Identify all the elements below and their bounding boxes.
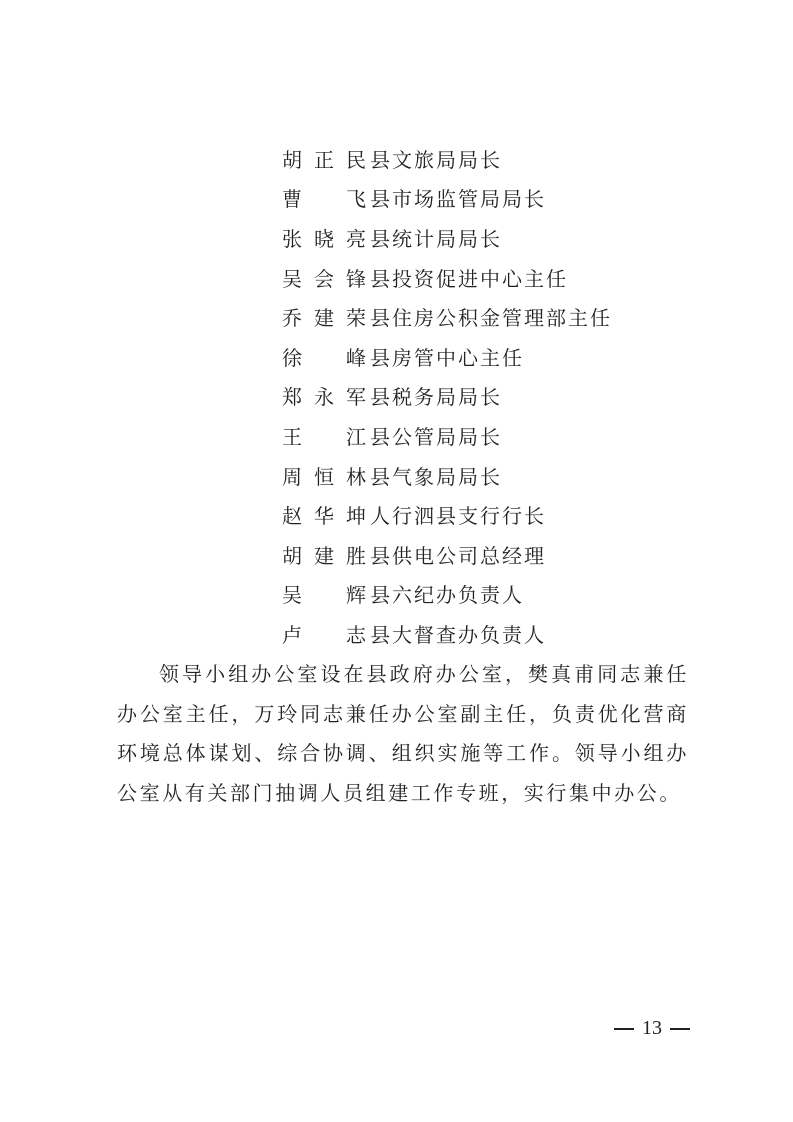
member-title: 人行泗县支行行长 <box>370 504 546 529</box>
member-name: 吴会锋 <box>282 266 366 291</box>
member-name: 胡正民 <box>282 147 366 172</box>
dash-right <box>670 1028 690 1030</box>
page-footer <box>614 1017 690 1040</box>
member-name: 张晓亮 <box>282 226 366 251</box>
member-name: 徐峰 <box>282 345 366 370</box>
member-title: 县统计局局长 <box>370 226 502 251</box>
member-list <box>282 140 742 655</box>
member-row <box>282 378 742 418</box>
member-row <box>282 298 742 338</box>
member-title: 县投资促进中心主任 <box>370 266 568 291</box>
member-row <box>282 259 742 299</box>
member-title: 县住房公积金管理部主任 <box>370 306 612 331</box>
member-name: 周恒林 <box>282 464 366 489</box>
member-name: 吴辉 <box>282 583 366 608</box>
member-name: 赵华坤 <box>282 504 366 529</box>
member-name: 王江 <box>282 424 366 449</box>
member-title: 县气象局局长 <box>370 464 502 489</box>
member-title: 县市场监管局局长 <box>370 187 546 212</box>
member-title: 县税务局局长 <box>370 385 502 410</box>
page-number: 13 <box>642 1017 662 1039</box>
member-row <box>282 615 742 655</box>
member-name: 胡建胜 <box>282 543 366 568</box>
member-title: 县供电公司总经理 <box>370 543 546 568</box>
member-row <box>282 417 742 457</box>
member-row <box>282 180 742 220</box>
member-name: 郑永军 <box>282 385 366 410</box>
member-row <box>282 536 742 576</box>
member-row <box>282 219 742 259</box>
member-title: 县房管中心主任 <box>370 345 524 370</box>
member-name: 卢志 <box>282 622 366 647</box>
member-row <box>282 576 742 616</box>
member-title: 县文旅局局长 <box>370 147 502 172</box>
member-name: 曹飞 <box>282 187 366 212</box>
member-row <box>282 140 742 180</box>
member-name: 乔建荣 <box>282 306 366 331</box>
member-row <box>282 457 742 497</box>
office-paragraph: 领导小组办公室设在县政府办公室，樊真甫同志兼任办公室主任，万玲同志兼任办公室副主任，负责优化营商环境总体谋划、综合协调、组织实施等工作。领导小组办公室从有关部门抽调人员组建工作专班，实行集中办公。 <box>117 662 689 805</box>
member-row <box>282 496 742 536</box>
dash-left <box>614 1028 634 1030</box>
member-title: 县公管局局长 <box>370 424 502 449</box>
member-title: 县大督查办负责人 <box>370 622 546 647</box>
member-title: 县六纪办负责人 <box>370 583 524 608</box>
member-row <box>282 338 742 378</box>
